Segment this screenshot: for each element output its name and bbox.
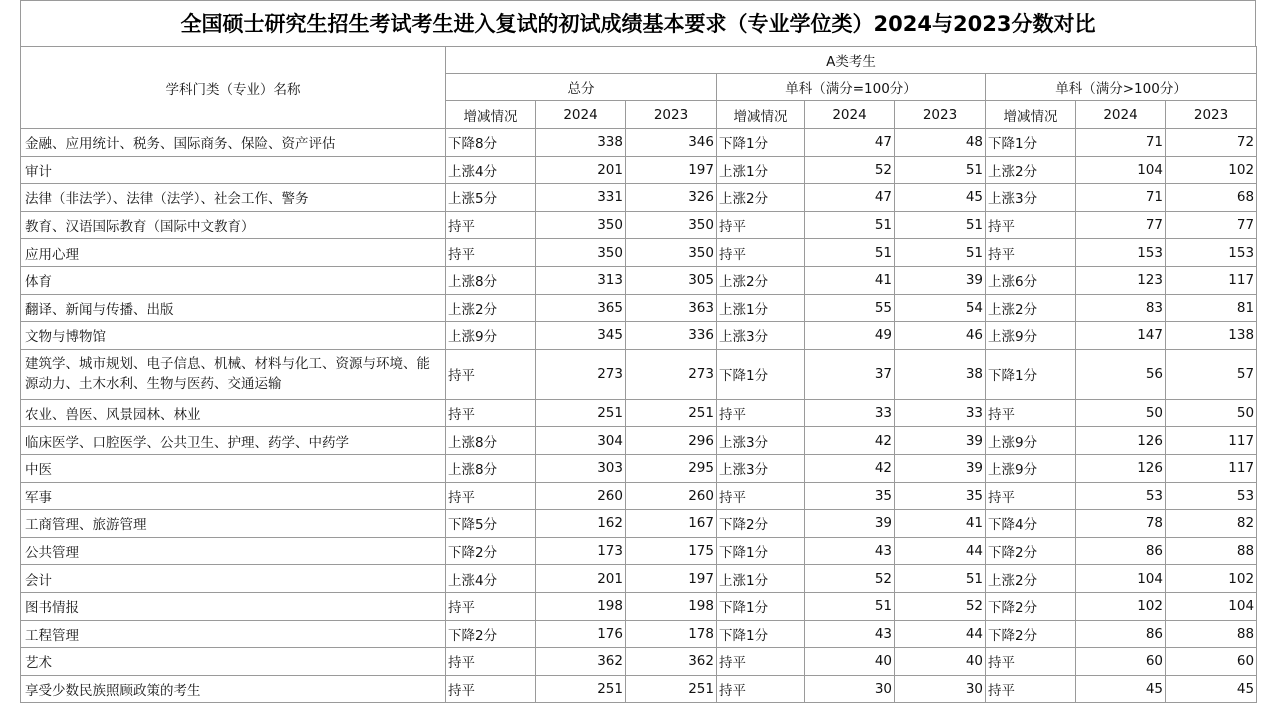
sgt-y2023-cell: 102 [1166, 565, 1257, 593]
sgt-y2024-cell: 83 [1076, 294, 1166, 322]
s100-y2023-cell: 51 [895, 156, 986, 184]
sgt-y2023-cell: 102 [1166, 156, 1257, 184]
total-change-cell: 上涨9分 [446, 322, 536, 350]
sgt-y2023-cell: 82 [1166, 510, 1257, 538]
sgt-change-cell: 上涨9分 [986, 322, 1076, 350]
subject-name: 法律（非法学）、法律（法学）、社会工作、警务 [21, 184, 446, 212]
sgt-y2024-cell: 104 [1076, 565, 1166, 593]
s100-y2024-cell: 30 [805, 675, 895, 703]
sgt-change-cell: 上涨2分 [986, 156, 1076, 184]
total-y2024-cell: 198 [536, 592, 626, 620]
total-change-cell: 上涨8分 [446, 427, 536, 455]
sgt-y2024-cell: 53 [1076, 482, 1166, 510]
sub-header-2023: 2023 [626, 101, 717, 129]
total-y2023-cell: 198 [626, 592, 717, 620]
total-y2023-cell: 296 [626, 427, 717, 455]
table-row [21, 399, 1257, 427]
s100-change-cell: 持平 [717, 239, 805, 267]
total-y2023-cell: 251 [626, 399, 717, 427]
table-row [21, 239, 1257, 267]
total-change-cell: 上涨2分 [446, 294, 536, 322]
s100-y2024-cell: 43 [805, 537, 895, 565]
score-table [20, 46, 1257, 703]
total-change-cell: 上涨8分 [446, 454, 536, 482]
total-change-cell: 下降2分 [446, 620, 536, 648]
sgt-y2023-cell: 88 [1166, 537, 1257, 565]
total-y2024-cell: 260 [536, 482, 626, 510]
table-row [21, 129, 1257, 157]
sub-header-change: 增减情况 [717, 101, 805, 129]
total-y2023-cell: 350 [626, 239, 717, 267]
total-y2024-cell: 350 [536, 239, 626, 267]
subject-name: 工程管理 [21, 620, 446, 648]
sgt-change-cell: 持平 [986, 482, 1076, 510]
subject-name: 会计 [21, 565, 446, 593]
s100-change-cell: 上涨3分 [717, 427, 805, 455]
sgt-y2024-cell: 123 [1076, 266, 1166, 294]
s100-change-cell: 持平 [717, 211, 805, 239]
total-y2023-cell: 363 [626, 294, 717, 322]
sgt-change-cell: 上涨2分 [986, 294, 1076, 322]
table-row [21, 156, 1257, 184]
sgt-y2023-cell: 153 [1166, 239, 1257, 267]
s100-change-cell: 上涨3分 [717, 322, 805, 350]
sgt-y2024-cell: 77 [1076, 211, 1166, 239]
total-y2023-cell: 326 [626, 184, 717, 212]
total-change-cell: 持平 [446, 349, 536, 399]
sgt-change-cell: 持平 [986, 648, 1076, 676]
total-change-cell: 持平 [446, 648, 536, 676]
sub-header-2023: 2023 [1166, 101, 1257, 129]
total-y2024-cell: 350 [536, 211, 626, 239]
s100-y2024-cell: 42 [805, 454, 895, 482]
subject-name: 艺术 [21, 648, 446, 676]
sgt-y2023-cell: 81 [1166, 294, 1257, 322]
s100-y2023-cell: 45 [895, 184, 986, 212]
table-row [21, 211, 1257, 239]
total-change-cell: 下降2分 [446, 537, 536, 565]
subject-name: 教育、汉语国际教育（国际中文教育） [21, 211, 446, 239]
total-change-cell: 上涨5分 [446, 184, 536, 212]
sub-header-2024: 2024 [536, 101, 626, 129]
table-row [21, 648, 1257, 676]
s100-y2024-cell: 41 [805, 266, 895, 294]
s100-y2024-cell: 52 [805, 565, 895, 593]
subject-name: 建筑学、城市规划、电子信息、机械、材料与化工、资源与环境、能源动力、土木水利、生物与医药、交通运输 [21, 349, 446, 399]
sub-header-2024: 2024 [805, 101, 895, 129]
s100-y2023-cell: 39 [895, 454, 986, 482]
total-change-cell: 上涨4分 [446, 565, 536, 593]
s100-change-cell: 持平 [717, 648, 805, 676]
table-row [21, 620, 1257, 648]
total-y2023-cell: 197 [626, 156, 717, 184]
s100-y2023-cell: 52 [895, 592, 986, 620]
sgt-change-cell: 持平 [986, 211, 1076, 239]
sgt-y2023-cell: 68 [1166, 184, 1257, 212]
sub-header-2024: 2024 [1076, 101, 1166, 129]
sgt-y2024-cell: 86 [1076, 537, 1166, 565]
s100-change-cell: 下降2分 [717, 510, 805, 538]
sgt-y2023-cell: 88 [1166, 620, 1257, 648]
sgt-y2023-cell: 138 [1166, 322, 1257, 350]
total-y2024-cell: 331 [536, 184, 626, 212]
table-row [21, 349, 1257, 399]
total-y2024-cell: 201 [536, 156, 626, 184]
section-header-single-over-100: 单科（满分>100分） [986, 74, 1257, 101]
s100-y2024-cell: 47 [805, 129, 895, 157]
total-y2023-cell: 260 [626, 482, 717, 510]
table-row [21, 565, 1257, 593]
sgt-y2024-cell: 71 [1076, 184, 1166, 212]
subject-name: 工商管理、旅游管理 [21, 510, 446, 538]
s100-y2023-cell: 44 [895, 537, 986, 565]
sgt-change-cell: 上涨2分 [986, 565, 1076, 593]
total-y2024-cell: 162 [536, 510, 626, 538]
subject-name: 军事 [21, 482, 446, 510]
sgt-change-cell: 下降2分 [986, 537, 1076, 565]
total-y2024-cell: 176 [536, 620, 626, 648]
subject-name: 公共管理 [21, 537, 446, 565]
subject-name: 应用心理 [21, 239, 446, 267]
sgt-change-cell: 持平 [986, 239, 1076, 267]
s100-change-cell: 上涨2分 [717, 184, 805, 212]
s100-y2023-cell: 30 [895, 675, 986, 703]
total-y2023-cell: 175 [626, 537, 717, 565]
s100-y2023-cell: 40 [895, 648, 986, 676]
total-y2024-cell: 313 [536, 266, 626, 294]
group-header: A类考生 [446, 47, 1257, 74]
s100-y2023-cell: 35 [895, 482, 986, 510]
total-change-cell: 下降8分 [446, 129, 536, 157]
total-y2023-cell: 346 [626, 129, 717, 157]
table-row [21, 537, 1257, 565]
sgt-change-cell: 下降2分 [986, 592, 1076, 620]
s100-y2023-cell: 48 [895, 129, 986, 157]
s100-change-cell: 下降1分 [717, 620, 805, 648]
s100-change-cell: 上涨1分 [717, 156, 805, 184]
total-y2024-cell: 338 [536, 129, 626, 157]
s100-y2023-cell: 38 [895, 349, 986, 399]
total-y2024-cell: 251 [536, 675, 626, 703]
s100-change-cell: 下降1分 [717, 129, 805, 157]
total-y2023-cell: 305 [626, 266, 717, 294]
s100-y2024-cell: 40 [805, 648, 895, 676]
total-y2024-cell: 362 [536, 648, 626, 676]
total-y2024-cell: 303 [536, 454, 626, 482]
sub-header-change: 增减情况 [446, 101, 536, 129]
total-y2023-cell: 178 [626, 620, 717, 648]
s100-change-cell: 下降1分 [717, 537, 805, 565]
total-y2024-cell: 345 [536, 322, 626, 350]
s100-y2023-cell: 54 [895, 294, 986, 322]
subject-name: 享受少数民族照顾政策的考生 [21, 675, 446, 703]
subject-name: 体育 [21, 266, 446, 294]
total-y2023-cell: 197 [626, 565, 717, 593]
sgt-y2024-cell: 78 [1076, 510, 1166, 538]
sgt-y2023-cell: 53 [1166, 482, 1257, 510]
s100-y2023-cell: 51 [895, 565, 986, 593]
table-row [21, 675, 1257, 703]
sgt-change-cell: 上涨6分 [986, 266, 1076, 294]
sgt-y2023-cell: 60 [1166, 648, 1257, 676]
sgt-y2024-cell: 126 [1076, 454, 1166, 482]
sgt-y2023-cell: 117 [1166, 266, 1257, 294]
s100-y2024-cell: 43 [805, 620, 895, 648]
total-change-cell: 上涨8分 [446, 266, 536, 294]
total-y2024-cell: 201 [536, 565, 626, 593]
total-change-cell: 持平 [446, 239, 536, 267]
s100-change-cell: 持平 [717, 399, 805, 427]
total-y2023-cell: 336 [626, 322, 717, 350]
sgt-y2024-cell: 56 [1076, 349, 1166, 399]
s100-y2024-cell: 33 [805, 399, 895, 427]
sgt-y2024-cell: 102 [1076, 592, 1166, 620]
page-title: 全国硕士研究生招生考试考生进入复试的初试成绩基本要求（专业学位类）2024与2023分数对比 [20, 0, 1256, 46]
total-y2024-cell: 251 [536, 399, 626, 427]
total-y2024-cell: 173 [536, 537, 626, 565]
subject-name: 审计 [21, 156, 446, 184]
sgt-y2024-cell: 86 [1076, 620, 1166, 648]
s100-y2024-cell: 35 [805, 482, 895, 510]
sgt-change-cell: 上涨3分 [986, 184, 1076, 212]
sgt-change-cell: 下降1分 [986, 129, 1076, 157]
s100-y2024-cell: 51 [805, 211, 895, 239]
s100-y2024-cell: 37 [805, 349, 895, 399]
table-row [21, 322, 1257, 350]
total-y2024-cell: 304 [536, 427, 626, 455]
sgt-change-cell: 下降1分 [986, 349, 1076, 399]
table-row [21, 592, 1257, 620]
s100-y2023-cell: 51 [895, 239, 986, 267]
total-change-cell: 持平 [446, 675, 536, 703]
table-row [21, 482, 1257, 510]
total-change-cell: 持平 [446, 482, 536, 510]
subject-name: 文物与博物馆 [21, 322, 446, 350]
sgt-y2024-cell: 104 [1076, 156, 1166, 184]
sub-header-change: 增减情况 [986, 101, 1076, 129]
subject-column-header: 学科门类（专业）名称 [21, 47, 446, 129]
s100-y2024-cell: 55 [805, 294, 895, 322]
sgt-change-cell: 下降4分 [986, 510, 1076, 538]
sgt-y2024-cell: 126 [1076, 427, 1166, 455]
total-change-cell: 上涨4分 [446, 156, 536, 184]
total-y2023-cell: 362 [626, 648, 717, 676]
total-y2023-cell: 167 [626, 510, 717, 538]
sgt-y2024-cell: 45 [1076, 675, 1166, 703]
sub-header-2023: 2023 [895, 101, 986, 129]
s100-y2023-cell: 51 [895, 211, 986, 239]
s100-y2024-cell: 51 [805, 239, 895, 267]
total-change-cell: 下降5分 [446, 510, 536, 538]
subject-name: 临床医学、口腔医学、公共卫生、护理、药学、中药学 [21, 427, 446, 455]
total-y2024-cell: 365 [536, 294, 626, 322]
sgt-y2024-cell: 71 [1076, 129, 1166, 157]
section-header-total: 总分 [446, 74, 717, 101]
table-body [21, 129, 1257, 703]
subject-name: 中医 [21, 454, 446, 482]
total-y2023-cell: 350 [626, 211, 717, 239]
s100-y2024-cell: 39 [805, 510, 895, 538]
s100-y2024-cell: 51 [805, 592, 895, 620]
sgt-y2023-cell: 117 [1166, 454, 1257, 482]
total-change-cell: 持平 [446, 592, 536, 620]
table-row [21, 427, 1257, 455]
s100-y2023-cell: 39 [895, 266, 986, 294]
sgt-y2023-cell: 72 [1166, 129, 1257, 157]
s100-change-cell: 上涨1分 [717, 294, 805, 322]
total-y2023-cell: 273 [626, 349, 717, 399]
s100-change-cell: 持平 [717, 675, 805, 703]
s100-change-cell: 上涨3分 [717, 454, 805, 482]
s100-y2023-cell: 46 [895, 322, 986, 350]
total-change-cell: 持平 [446, 399, 536, 427]
s100-y2023-cell: 39 [895, 427, 986, 455]
table-row [21, 510, 1257, 538]
sgt-y2023-cell: 50 [1166, 399, 1257, 427]
sgt-y2023-cell: 57 [1166, 349, 1257, 399]
subject-name: 农业、兽医、风景园林、林业 [21, 399, 446, 427]
sgt-change-cell: 上涨9分 [986, 427, 1076, 455]
subject-name: 图书情报 [21, 592, 446, 620]
s100-change-cell: 持平 [717, 482, 805, 510]
table-row [21, 294, 1257, 322]
total-y2023-cell: 251 [626, 675, 717, 703]
s100-change-cell: 上涨1分 [717, 565, 805, 593]
sgt-change-cell: 上涨9分 [986, 454, 1076, 482]
sgt-y2023-cell: 77 [1166, 211, 1257, 239]
sgt-y2024-cell: 147 [1076, 322, 1166, 350]
sgt-change-cell: 下降2分 [986, 620, 1076, 648]
s100-y2023-cell: 44 [895, 620, 986, 648]
total-change-cell: 持平 [446, 211, 536, 239]
sgt-y2024-cell: 60 [1076, 648, 1166, 676]
total-y2024-cell: 273 [536, 349, 626, 399]
table-row [21, 266, 1257, 294]
sgt-y2024-cell: 50 [1076, 399, 1166, 427]
table-row [21, 184, 1257, 212]
section-header-single-100: 单科（满分=100分） [717, 74, 986, 101]
total-y2023-cell: 295 [626, 454, 717, 482]
sgt-y2023-cell: 45 [1166, 675, 1257, 703]
s100-y2024-cell: 49 [805, 322, 895, 350]
sgt-y2023-cell: 117 [1166, 427, 1257, 455]
sgt-change-cell: 持平 [986, 675, 1076, 703]
sgt-y2024-cell: 153 [1076, 239, 1166, 267]
s100-change-cell: 上涨2分 [717, 266, 805, 294]
sgt-change-cell: 持平 [986, 399, 1076, 427]
s100-y2024-cell: 42 [805, 427, 895, 455]
s100-change-cell: 下降1分 [717, 349, 805, 399]
subject-name: 金融、应用统计、税务、国际商务、保险、资产评估 [21, 129, 446, 157]
sgt-y2023-cell: 104 [1166, 592, 1257, 620]
s100-y2023-cell: 41 [895, 510, 986, 538]
s100-y2023-cell: 33 [895, 399, 986, 427]
s100-y2024-cell: 47 [805, 184, 895, 212]
s100-y2024-cell: 52 [805, 156, 895, 184]
subject-name: 翻译、新闻与传播、出版 [21, 294, 446, 322]
s100-change-cell: 下降1分 [717, 592, 805, 620]
table-row [21, 454, 1257, 482]
